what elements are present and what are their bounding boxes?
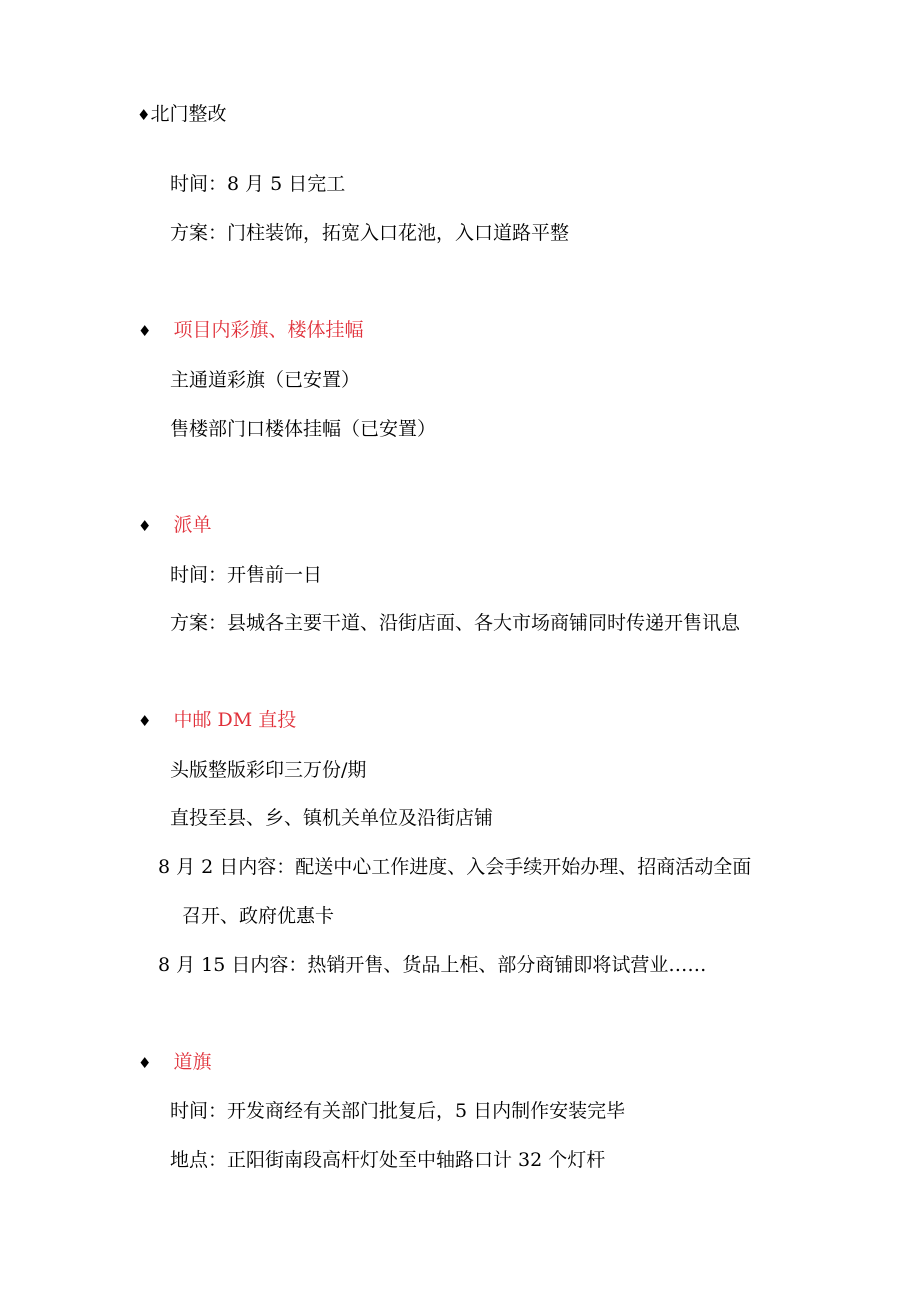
section-heading-dm (138, 708, 296, 733)
bullet-diamond-icon: ♦ (138, 1054, 152, 1072)
section-heading-flyers (138, 513, 211, 538)
section-heading-flags (138, 318, 363, 343)
road-flags-place: 地点：正阳街南段高杆灯处至中轴路口计 32 个灯杆 (170, 1149, 606, 1171)
flags-line-1: 主通道彩旗（已安置） (170, 369, 361, 391)
heading-text: 项目内彩旗、楼体挂幅 (173, 319, 364, 341)
bullet-diamond-icon: ♦ (138, 322, 152, 340)
heading-text: 中邮 DM 直投 (173, 709, 297, 731)
heading-text: 道旗 (173, 1051, 212, 1073)
section-heading-road-flags (138, 1050, 211, 1075)
dm-line-1: 头版整版彩印三万份/期 (170, 759, 367, 781)
bullet-diamond-icon: ♦ (137, 106, 151, 124)
flyers-time: 时间：开售前一日 (170, 564, 323, 586)
flyers-plan: 方案：县城各主要干道、沿街店面、各大市场商铺同时传递开售讯息 (170, 612, 741, 634)
north-gate-plan: 方案：门柱装饰，拓宽入口花池，入口道路平整 (170, 222, 570, 244)
road-flags-time: 时间：开发商经有关部门批复后，5 日内制作安装完毕 (170, 1100, 626, 1122)
heading-text: 北门整改 (150, 103, 227, 125)
bullet-diamond-icon: ♦ (138, 712, 152, 730)
dm-line-3: 8 月 2 日内容：配送中心工作进度、入会手续开始办理、招商活动全面 (158, 856, 752, 878)
bullet-diamond-icon: ♦ (138, 517, 152, 535)
dm-line-2: 直投至县、乡、镇机关单位及沿街店铺 (170, 807, 494, 829)
section-heading-north-gate (137, 102, 226, 127)
dm-line-4: 8 月 15 日内容：热销开售、货品上柜、部分商铺即将试营业…… (158, 954, 707, 976)
heading-text: 派单 (173, 514, 212, 536)
north-gate-time: 时间：8 月 5 日完工 (170, 173, 346, 195)
flags-line-2: 售楼部门口楼体挂幅（已安置） (170, 418, 437, 440)
dm-line-3-continuation: 召开、政府优惠卡 (182, 905, 335, 927)
